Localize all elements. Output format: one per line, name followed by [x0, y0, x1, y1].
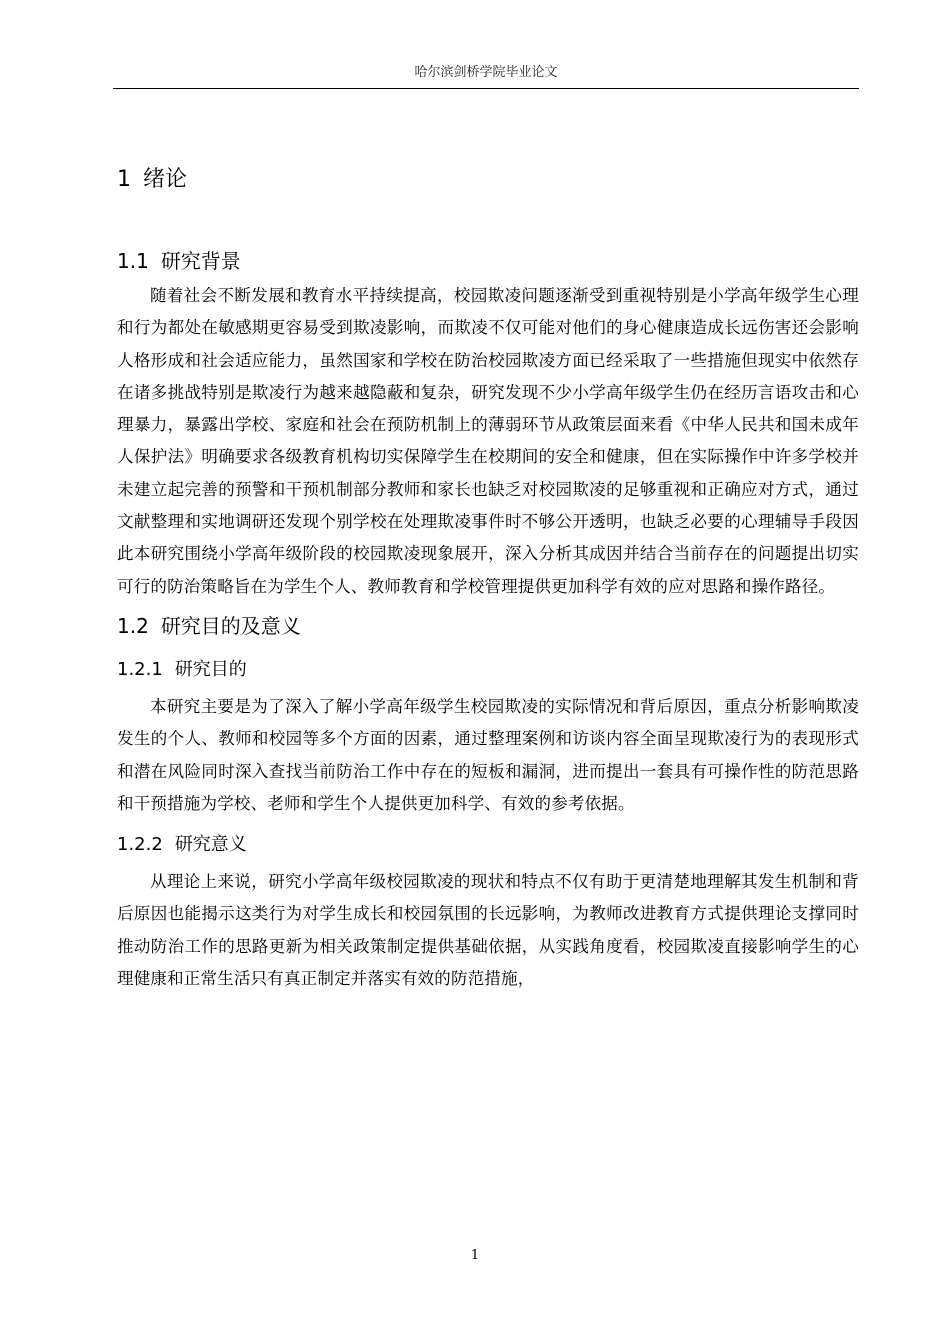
section-heading-1-1: [117, 242, 859, 280]
section-number: 1.2: [117, 613, 149, 638]
page-number: 1: [470, 1248, 480, 1263]
chapter-number: 1: [117, 167, 131, 192]
section-title: 研究背景: [160, 249, 241, 273]
section-heading-1-2: [117, 607, 859, 645]
page-body: [117, 158, 859, 999]
paragraph-research-purpose: 本研究主要是为了深入了解小学高年级学生校园欺凌的实际情况和背后原因，重点分析影响欺凌发生的个人、教师和校园等多个方面的因素，通过整理案例和访谈内容全面呈现欺凌行为的表现形式和潜在风险同时深入查找当前防治工作中存在的短板和漏洞，进而提出一套具有可操作性的防范思路和干预措施为学校、老师和学生个人提供更加科学、有效的参考依据。: [117, 696, 859, 813]
section-number: 1.1: [117, 249, 149, 273]
subsection-title: 研究意义: [174, 834, 247, 856]
subsection-title: 研究目的: [174, 658, 247, 680]
paragraph-research-background: 随着社会不断发展和教育水平持续提高，校园欺凌问题逐渐受到重视特别是小学高年级学生心理和行为都处在敏感期更容易受到欺凌影响，而欺凌不仅可能对他们的身心健康造成长远伤害还会影响人格形成和社会适应能力，虽然国家和学校在防治校园欺凌方面已经采取了一些措施但现实中依然存在诸多挑战特别是欺凌行为越来越隐蔽和复杂，研究发现不少小学高年级学生仍在经历言语攻击和心理暴力，暴露出学校、家庭和社会在预防机制上的薄弱环节从政策层面来看《中华人民共和国未成年人保护法》明确要求各级教育机构切实保障学生在校期间的安全和健康，但在实际操作中许多学校并未建立起完善的预警和干预机制部分教师和家长也缺乏对校园欺凌的足够重视和正确应对方式，通过文献整理和实地调研还发现个别学校在处理欺凌事件时不够公开透明，也缺乏必要的心理辅导手段因此本研究围绕小学高年级阶段的校园欺凌现象展开，深入分析其成因并结合当前存在的问题提出切实可行的防治策略旨在为学生个人、教师教育和学校管理提供更加科学有效的应对思路和操作路径。: [117, 286, 859, 596]
chapter-heading: [117, 158, 859, 202]
subsection-heading-1-2-2: [117, 826, 859, 864]
paragraph-research-significance: 从理论上来说，研究小学高年级校园欺凌的现状和特点不仅有助于更清楚地理解其发生机制和背后原因也能揭示这类行为对学生成长和校园氛围的长远影响，为教师改进教育方式提供理论支撑同时推动防治工作的思路更新为相关政策制定提供基础依据，从实践角度看，校园欺凌直接影响学生的心理健康和正常生活只有真正制定并落实有效的防范措施，: [117, 872, 859, 989]
section-title: 研究目的及意义: [160, 613, 301, 638]
page-header: 哈尔滨剑桥学院毕业论文: [414, 65, 558, 80]
chapter-title: 绪论: [143, 167, 188, 192]
header-divider: [113, 88, 859, 89]
subsection-number: 1.2.1: [117, 658, 163, 680]
subsection-heading-1-2-1: [117, 651, 859, 689]
subsection-number: 1.2.2: [117, 834, 163, 856]
